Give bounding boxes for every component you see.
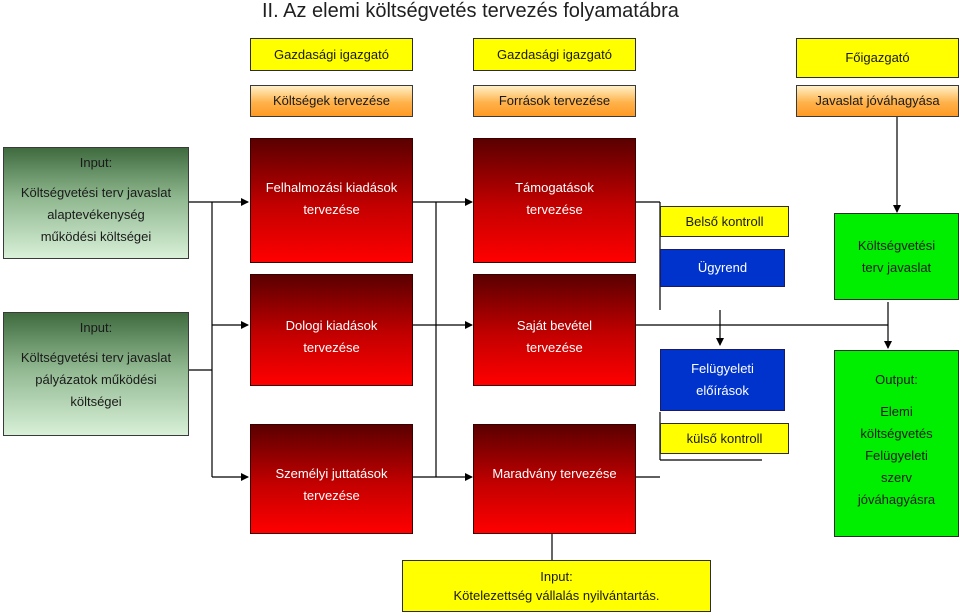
cost-box-material: [250, 274, 413, 386]
input-line: Költségvetési terv javaslat: [20, 350, 172, 365]
box-line: tervezése: [526, 202, 583, 217]
box-line: Dologi kiadások: [285, 318, 378, 333]
role-label: Gazdasági igazgató: [274, 46, 389, 62]
header-task-cost: [250, 85, 413, 117]
output-line: szerv: [880, 470, 913, 485]
box-line: tervezése: [526, 340, 583, 355]
role-label: Főigazgató: [845, 50, 910, 65]
box-line: Maradvány tervezése: [492, 466, 617, 481]
header-task-approval: [796, 85, 959, 117]
cost-box-personnel: [250, 424, 413, 534]
input-label: Input:: [79, 155, 113, 170]
box-line: külső kontroll: [686, 430, 763, 446]
budget-proposal-box: [834, 213, 959, 300]
output-line: Felügyeleti: [865, 448, 928, 463]
output-line: jóváhagyásra: [857, 492, 936, 507]
bottom-input-box: [402, 560, 711, 612]
output-label: Output:: [875, 372, 918, 387]
box-line: terv javaslat: [861, 259, 932, 275]
supervisory-rules-box: [660, 349, 785, 411]
task-label: Források tervezése: [498, 93, 611, 108]
task-label: Javaslat jóváhagyása: [815, 93, 940, 108]
box-line: Saját bevétel: [516, 318, 593, 333]
box-line: Belső kontroll: [685, 213, 764, 229]
source-box-own-revenue: [473, 274, 636, 386]
task-label: Költségek tervezése: [272, 93, 391, 108]
input-line: pályázatok működési: [35, 372, 157, 387]
source-box-residual: [473, 424, 636, 534]
source-box-subsidies: [473, 138, 636, 263]
cost-box-capital: [250, 138, 413, 263]
output-box: [834, 350, 959, 537]
box-line: Költségvetési: [857, 237, 936, 253]
box-line: Ügyrend: [697, 260, 748, 275]
input-line: alaptevékenység: [47, 207, 145, 222]
box-line: tervezése: [303, 488, 360, 503]
input-line: Költségvetési terv javaslat: [20, 185, 172, 200]
output-line: költségvetés: [860, 426, 933, 441]
header-task-source: [473, 85, 636, 117]
input-line: Kötelezettség vállalás nyilvántartás.: [453, 588, 660, 603]
header-role-director: [796, 38, 959, 78]
box-line: tervezése: [303, 340, 360, 355]
internal-control-box: [660, 206, 789, 237]
input-label: Input:: [79, 320, 113, 335]
external-control-box: [660, 423, 789, 454]
input-line: működési költségei: [40, 229, 152, 244]
header-role-cost: [250, 38, 413, 71]
page-title: II. Az elemi költségvetés tervezés folyamatábra: [262, 0, 679, 22]
box-line: Felhalmozási kiadások: [265, 180, 398, 195]
box-line: Felügyeleti: [691, 361, 754, 376]
box-line: tervezése: [303, 202, 360, 217]
box-line: Támogatások: [515, 180, 594, 195]
output-line: Elemi: [880, 404, 913, 419]
input-label: Input:: [540, 569, 573, 584]
box-line: előírások: [696, 383, 749, 398]
input-box-core-activity: [3, 147, 189, 259]
header-role-source: [473, 38, 636, 71]
input-box-grants: [3, 312, 189, 436]
role-label: Gazdasági igazgató: [497, 46, 612, 62]
box-line: Személyi juttatások: [275, 466, 388, 481]
rules-of-procedure-box: [660, 249, 785, 287]
input-line: költségei: [70, 394, 122, 409]
